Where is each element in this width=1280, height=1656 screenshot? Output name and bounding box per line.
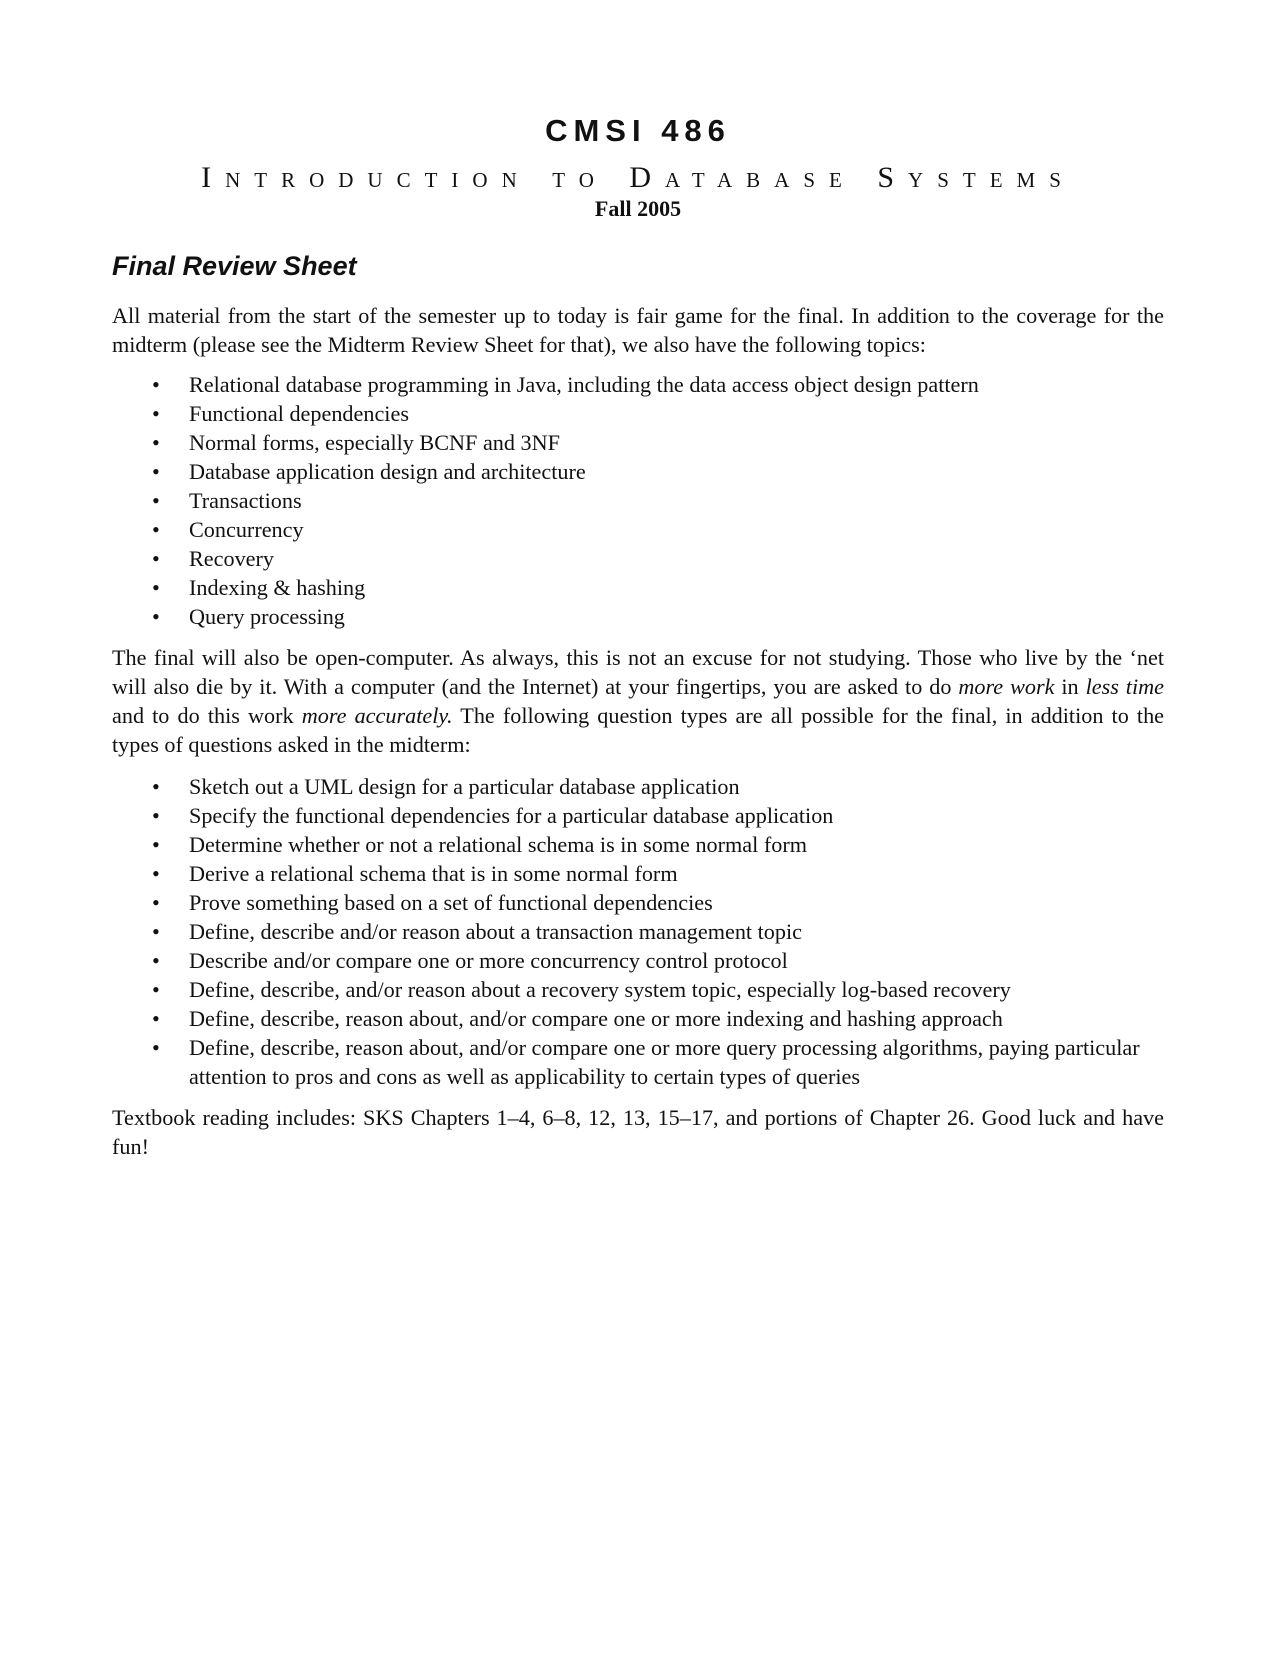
list-item xyxy=(112,830,1164,859)
bullet-icon: • xyxy=(152,517,160,542)
topic-text: Relational database programming in Java, including the data access object design pattern xyxy=(189,372,979,397)
bullet-icon: • xyxy=(152,604,160,629)
list-item xyxy=(112,1004,1164,1033)
list-item xyxy=(112,515,1164,544)
list-item xyxy=(112,544,1164,573)
middle-text-2: in xyxy=(1054,674,1086,699)
list-item xyxy=(112,370,1164,399)
section-heading: Final Review Sheet xyxy=(112,251,357,281)
list-item xyxy=(112,1033,1164,1091)
question-type-text: Determine whether or not a relational schema is in some normal form xyxy=(189,832,807,857)
question-type-text: Derive a relational schema that is in some normal form xyxy=(189,861,678,886)
list-item xyxy=(112,457,1164,486)
middle-text-3: and to do this work xyxy=(112,703,302,728)
middle-text-1: The final will also be open-computer. As always, this is not an excuse for not studying. Those who live by the ‘net will also die by it. With a computer (and the Internet) at your fingertips, you are asked to do xyxy=(112,645,1164,699)
bullet-icon: • xyxy=(152,948,160,973)
list-item xyxy=(112,486,1164,515)
bullet-icon: • xyxy=(152,861,160,886)
bullet-icon: • xyxy=(152,919,160,944)
list-item xyxy=(112,975,1164,1004)
bullet-icon: • xyxy=(152,1035,160,1060)
question-type-text: Specify the functional dependencies for a particular database application xyxy=(189,803,834,828)
list-item xyxy=(112,888,1164,917)
question-type-text: Define, describe, and/or reason about a recovery system topic, especially log-based recovery xyxy=(189,977,1011,1002)
bullet-icon: • xyxy=(152,459,160,484)
topic-text: Database application design and architecture xyxy=(189,459,586,484)
bullet-icon: • xyxy=(152,890,160,915)
list-item xyxy=(112,772,1164,801)
topic-text: Transactions xyxy=(189,488,302,513)
question-type-text: Describe and/or compare one or more concurrency control protocol xyxy=(189,948,788,973)
list-item xyxy=(112,801,1164,830)
topic-text: Functional dependencies xyxy=(189,401,409,426)
topic-text: Indexing & hashing xyxy=(189,575,366,600)
bullet-icon: • xyxy=(152,977,160,1002)
bullet-icon: • xyxy=(152,430,160,455)
closing-paragraph: Textbook reading includes: SKS Chapters 1–4, 6–8, 12, 13, 15–17, and portions of Chapter 26. Good luck and have fun! xyxy=(112,1105,1164,1159)
emphasis-more-accurately: more accurately. xyxy=(301,703,453,728)
question-type-text: Prove something based on a set of functional dependencies xyxy=(189,890,713,915)
list-item xyxy=(112,602,1164,631)
middle-paragraph xyxy=(112,643,1164,759)
list-item xyxy=(112,859,1164,888)
bullet-icon: • xyxy=(152,832,160,857)
list-item xyxy=(112,399,1164,428)
list-item xyxy=(112,917,1164,946)
topics-list xyxy=(112,370,1164,631)
bullet-icon: • xyxy=(152,488,160,513)
bullet-icon: • xyxy=(152,774,160,799)
question-types-list xyxy=(112,772,1164,1091)
bullet-icon: • xyxy=(152,803,160,828)
topic-text: Concurrency xyxy=(189,517,304,542)
emphasis-more-work: more work xyxy=(958,674,1055,699)
topic-text: Normal forms, especially BCNF and 3NF xyxy=(189,430,560,455)
bullet-icon: • xyxy=(152,401,160,426)
list-item xyxy=(112,573,1164,602)
emphasis-less-time: less time xyxy=(1085,674,1164,699)
question-type-text: Define, describe and/or reason about a transaction management topic xyxy=(189,919,802,944)
course-code: CMSI 486 xyxy=(545,113,731,148)
intro-paragraph: All material from the start of the semester up to today is fair game for the final. In addition to the coverage for the midterm (please see the Midterm Review Sheet for that), we also have the following topics: xyxy=(112,303,1164,357)
topic-text: Recovery xyxy=(189,546,275,571)
question-type-text: Define, describe, reason about, and/or compare one or more indexing and hashing approach xyxy=(189,1006,1003,1031)
bullet-icon: • xyxy=(152,575,160,600)
list-item xyxy=(112,428,1164,457)
bullet-icon: • xyxy=(152,546,160,571)
question-type-text: Define, describe, reason about, and/or compare one or more query processing algorithms, paying particular attention to pros and cons as well as applicability to certain types of queries xyxy=(189,1035,1140,1089)
list-item xyxy=(112,946,1164,975)
bullet-icon: • xyxy=(152,1006,160,1031)
bullet-icon: • xyxy=(152,372,160,397)
topic-text: Query processing xyxy=(189,604,345,629)
question-type-text: Sketch out a UML design for a particular database application xyxy=(189,774,740,799)
term: Fall 2005 xyxy=(594,196,682,221)
course-title: Introduction to Database Systems xyxy=(201,161,1075,194)
middle-text-4: The following question types are all possible for the final, in addition to the types of questions asked in the midterm: xyxy=(112,703,1165,757)
